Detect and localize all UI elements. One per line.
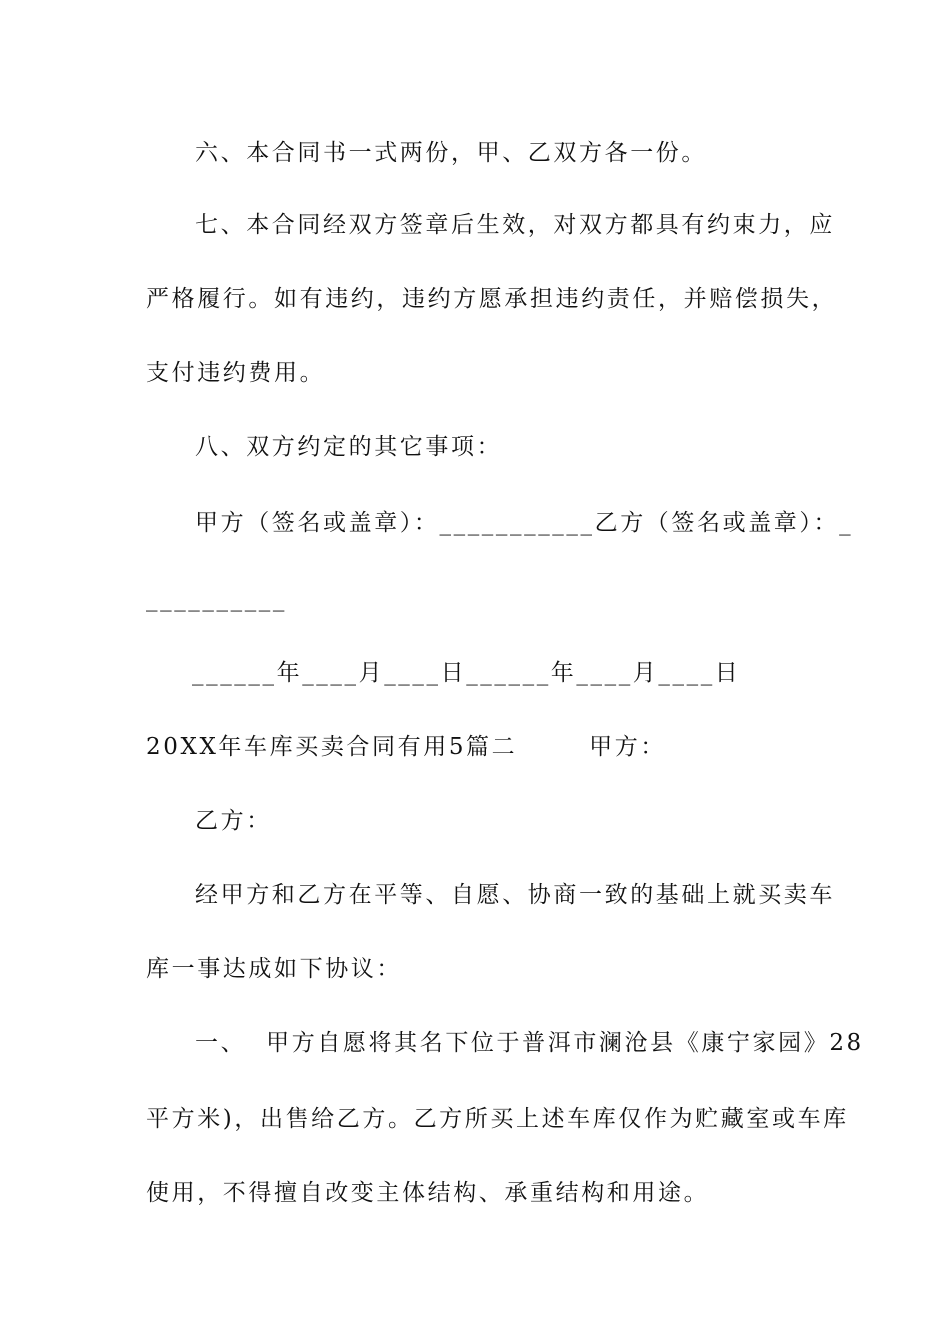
party-a-label: 甲方： — [589, 734, 666, 760]
section-heading: 20XX年车库买卖合同有用5篇二 甲方： — [146, 734, 666, 760]
agreement-intro-line-1: 经甲方和乙方在平等、自愿、协商一致的基础上就买卖车 — [195, 882, 835, 908]
clause-1-number: 一、 — [195, 1030, 247, 1056]
signature-line: 甲方（签名或盖章）：___________乙方（签名或盖章）：_ — [195, 510, 854, 536]
agreement-intro-line-2: 库一事达成如下协议： — [146, 956, 402, 982]
date-line: ______年____月____日______年____月____日 — [192, 660, 741, 686]
clause-1-line-3: 使用，不得擅自改变主体结构、承重结构和用途。 — [146, 1180, 710, 1206]
paragraph-clause-8: 八、双方约定的其它事项： — [195, 434, 503, 460]
paragraph-clause-7-line-1: 七、本合同经双方签章后生效，对双方都具有约束力，应 — [195, 212, 835, 238]
signature-line-continued: __________ — [146, 586, 287, 612]
clause-1-line-1: 一、 甲方自愿将其名下位于普洱市澜沧县《康宁家园》28 — [195, 1030, 864, 1056]
paragraph-clause-6: 六、本合同书一式两份，甲、乙双方各一份。 — [195, 140, 707, 166]
paragraph-clause-7-line-3: 支付违约费用。 — [146, 360, 326, 386]
paragraph-clause-7-line-2: 严格履行。如有违约，违约方愿承担违约责任，并赔偿损失， — [146, 286, 838, 312]
clause-1-line-2: 平方米)，出售给乙方。乙方所买上述车库仅作为贮藏室或车库 — [146, 1106, 849, 1132]
party-b-label: 乙方： — [195, 808, 272, 834]
